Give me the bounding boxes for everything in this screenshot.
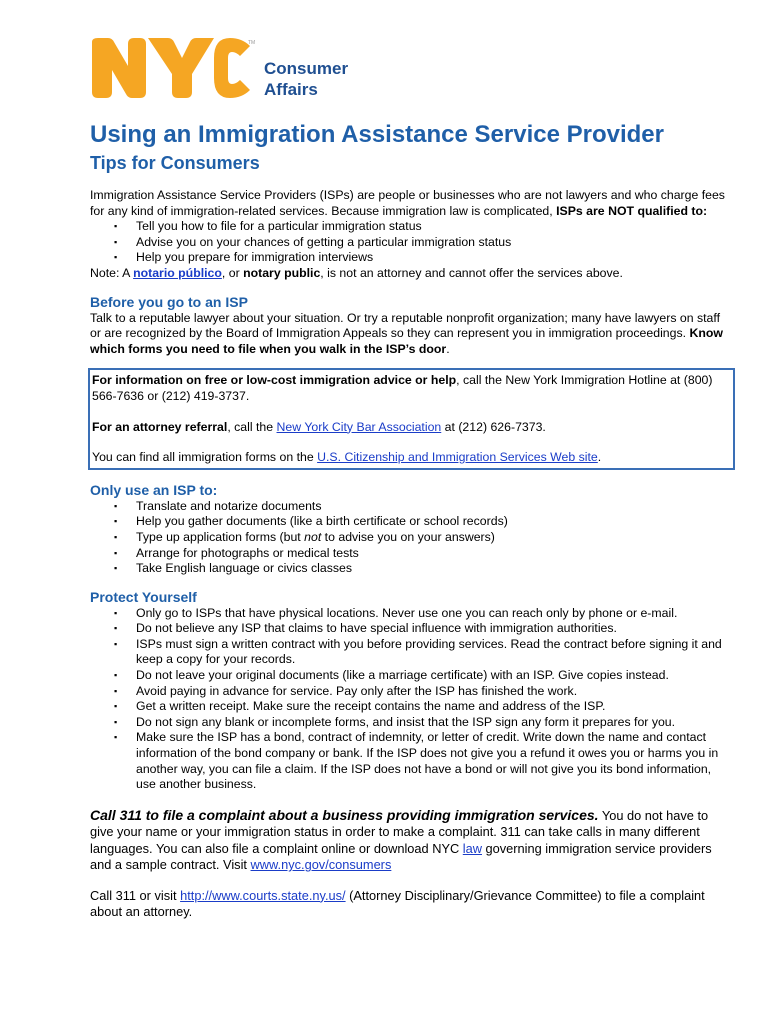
intro-text: Immigration Assistance Service Providers (ISPs) are people or businesses who are not lawyers and who charge fees for any kind of immigration-related services. Because immigration law is complicated, [90,188,725,218]
attorney-paragraph [90,888,730,921]
info-referral [90,420,733,436]
note-paragraph [90,266,730,282]
note-prefix: Note: A [90,265,134,280]
list-item: ▪ Tell you how to file for a particular immigration status [136,219,730,235]
uscis-link[interactable]: U.S. Citizenship and Immigration Services Web site [317,450,598,465]
logo-text-affairs: Affairs [264,80,318,99]
notario-publico-link[interactable]: notario público [133,265,222,280]
main-content [90,120,730,921]
call311-text2: governing immigration service providers and a sample contract. Visit [90,840,712,873]
before-text: Talk to a reputable lawyer about your situation. Or try a reputable nonprofit organization; many have lawyers on staff or are recognized by the Board of Immigration Appeals so they can represent you in immigration proceedings. [90,310,720,341]
list-item: ▪ Avoid paying in advance for service. Pay only after the ISP has finished the work. [136,684,730,700]
info-box [88,368,735,469]
note-bold: notary public [243,265,321,280]
list-item: ▪ Arrange for photographs or medical tests [136,546,730,562]
item3-em: not [304,529,322,544]
list-item: ▪ Do not believe any ISP that claims to have special influence with immigration authorities. [136,621,730,637]
attorney-suffix: (Attorney Disciplinary/Grievance Committee) to file a complaint about an attorney. [90,887,705,920]
list-item: ▪ Help you prepare for immigration interviews [136,250,730,266]
list-item: ▪ Only go to ISPs that have physical locations. Never use one you can reach only by phone or e-mail. [136,606,730,622]
list-item: ▪ Do not sign any blank or incomplete forms, and insist that the ISP sign any form it prepares for you. [136,715,730,731]
info-hotline-text: , call the New York Immigration Hotline at (800) 566-7636 or (212) 419-3737. [92,373,713,403]
before-paragraph [90,311,730,358]
intro-paragraph [90,188,730,219]
svg-text:TM: TM [248,40,256,46]
attorney-prefix: Call 311 or visit [90,887,181,903]
list-item [136,530,730,546]
before-bold: Know which forms you need to file when you walk in the ISP’s door [90,326,723,356]
protect-list [90,606,730,793]
logo-text [264,58,348,100]
list-item: ▪ Take English language or civics classes [136,561,730,577]
call311-heading: Call 311 to file a complaint about a business providing immigration services. [90,806,599,823]
nyc-consumers-link[interactable]: www.nyc.gov/consumers [250,857,392,873]
only-use-list [90,499,730,577]
call311-text: You do not have to give your name or your immigration status in order to make a complaint. 311 can take calls in many different languages. You can also file a complaint online or download NYC [90,807,709,856]
protect-heading: Protect Yourself [90,588,197,605]
only-use-heading: Only use an ISP to: [90,481,218,498]
list-item: ▪ Get a written receipt. Make sure the receipt contains the name and address of the ISP. [136,699,730,715]
info-referral-text: , call the [227,419,277,434]
page-title: Using an Immigration Assistance Service Provider [90,121,664,148]
before-heading: Before you go to an ISP [90,293,248,310]
not-qualified-list [90,219,730,266]
list-item: ▪ Do not leave your original documents (like a marriage certificate) with an ISP. Give copies instead. [136,668,730,684]
list-item: ▪ Translate and notarize documents [136,499,730,515]
list-item: ▪ Make sure the ISP has a bond, contract of indemnity, or letter of credit. Write down the name and contact information of the bond company or bank. If the ISP does not give you a refund it owes you or harms you in another way, you can file a claim. If the ISP does not have a bond or will not give you its bond information, use another business. [136,730,730,792]
list-item: ▪ Advise you on your chances of getting a particular immigration status [136,235,730,251]
note-mid: , or [221,265,244,280]
before-end: . [446,341,450,356]
note-suffix: , is not an attorney and cannot offer the services above. [320,265,623,280]
law-link[interactable]: law [462,840,482,856]
courts-link[interactable]: http://www.courts.state.ny.us/ [180,887,346,903]
info-referral-bold: For an attorney referral [92,419,228,434]
page-subtitle: Tips for Consumers [90,153,260,173]
list-item: ▪ Help you gather documents (like a birth certificate or school records) [136,514,730,530]
logo-text-consumer: Consumer [264,59,349,78]
info-hotline [90,373,733,404]
info-hotline-bold: For information on free or low-cost immigration advice or help [92,373,457,388]
info-forms [90,450,733,466]
item3-pre: Type up application forms (but [136,529,305,544]
info-forms-text: You can find all immigration forms on the [92,450,318,465]
nyc-bar-link[interactable]: New York City Bar Association [276,419,442,434]
intro-bold: ISPs are NOT qualified to: [556,203,708,218]
item3-post: to advise you on your answers) [321,529,495,544]
call311-paragraph [90,807,730,874]
info-referral-end: at (212) 626-7373. [441,419,546,434]
info-forms-end: . [597,450,602,465]
list-item: ▪ ISPs must sign a written contract with you before providing services. Read the contract before signing it and keep a copy for your records. [136,637,730,668]
